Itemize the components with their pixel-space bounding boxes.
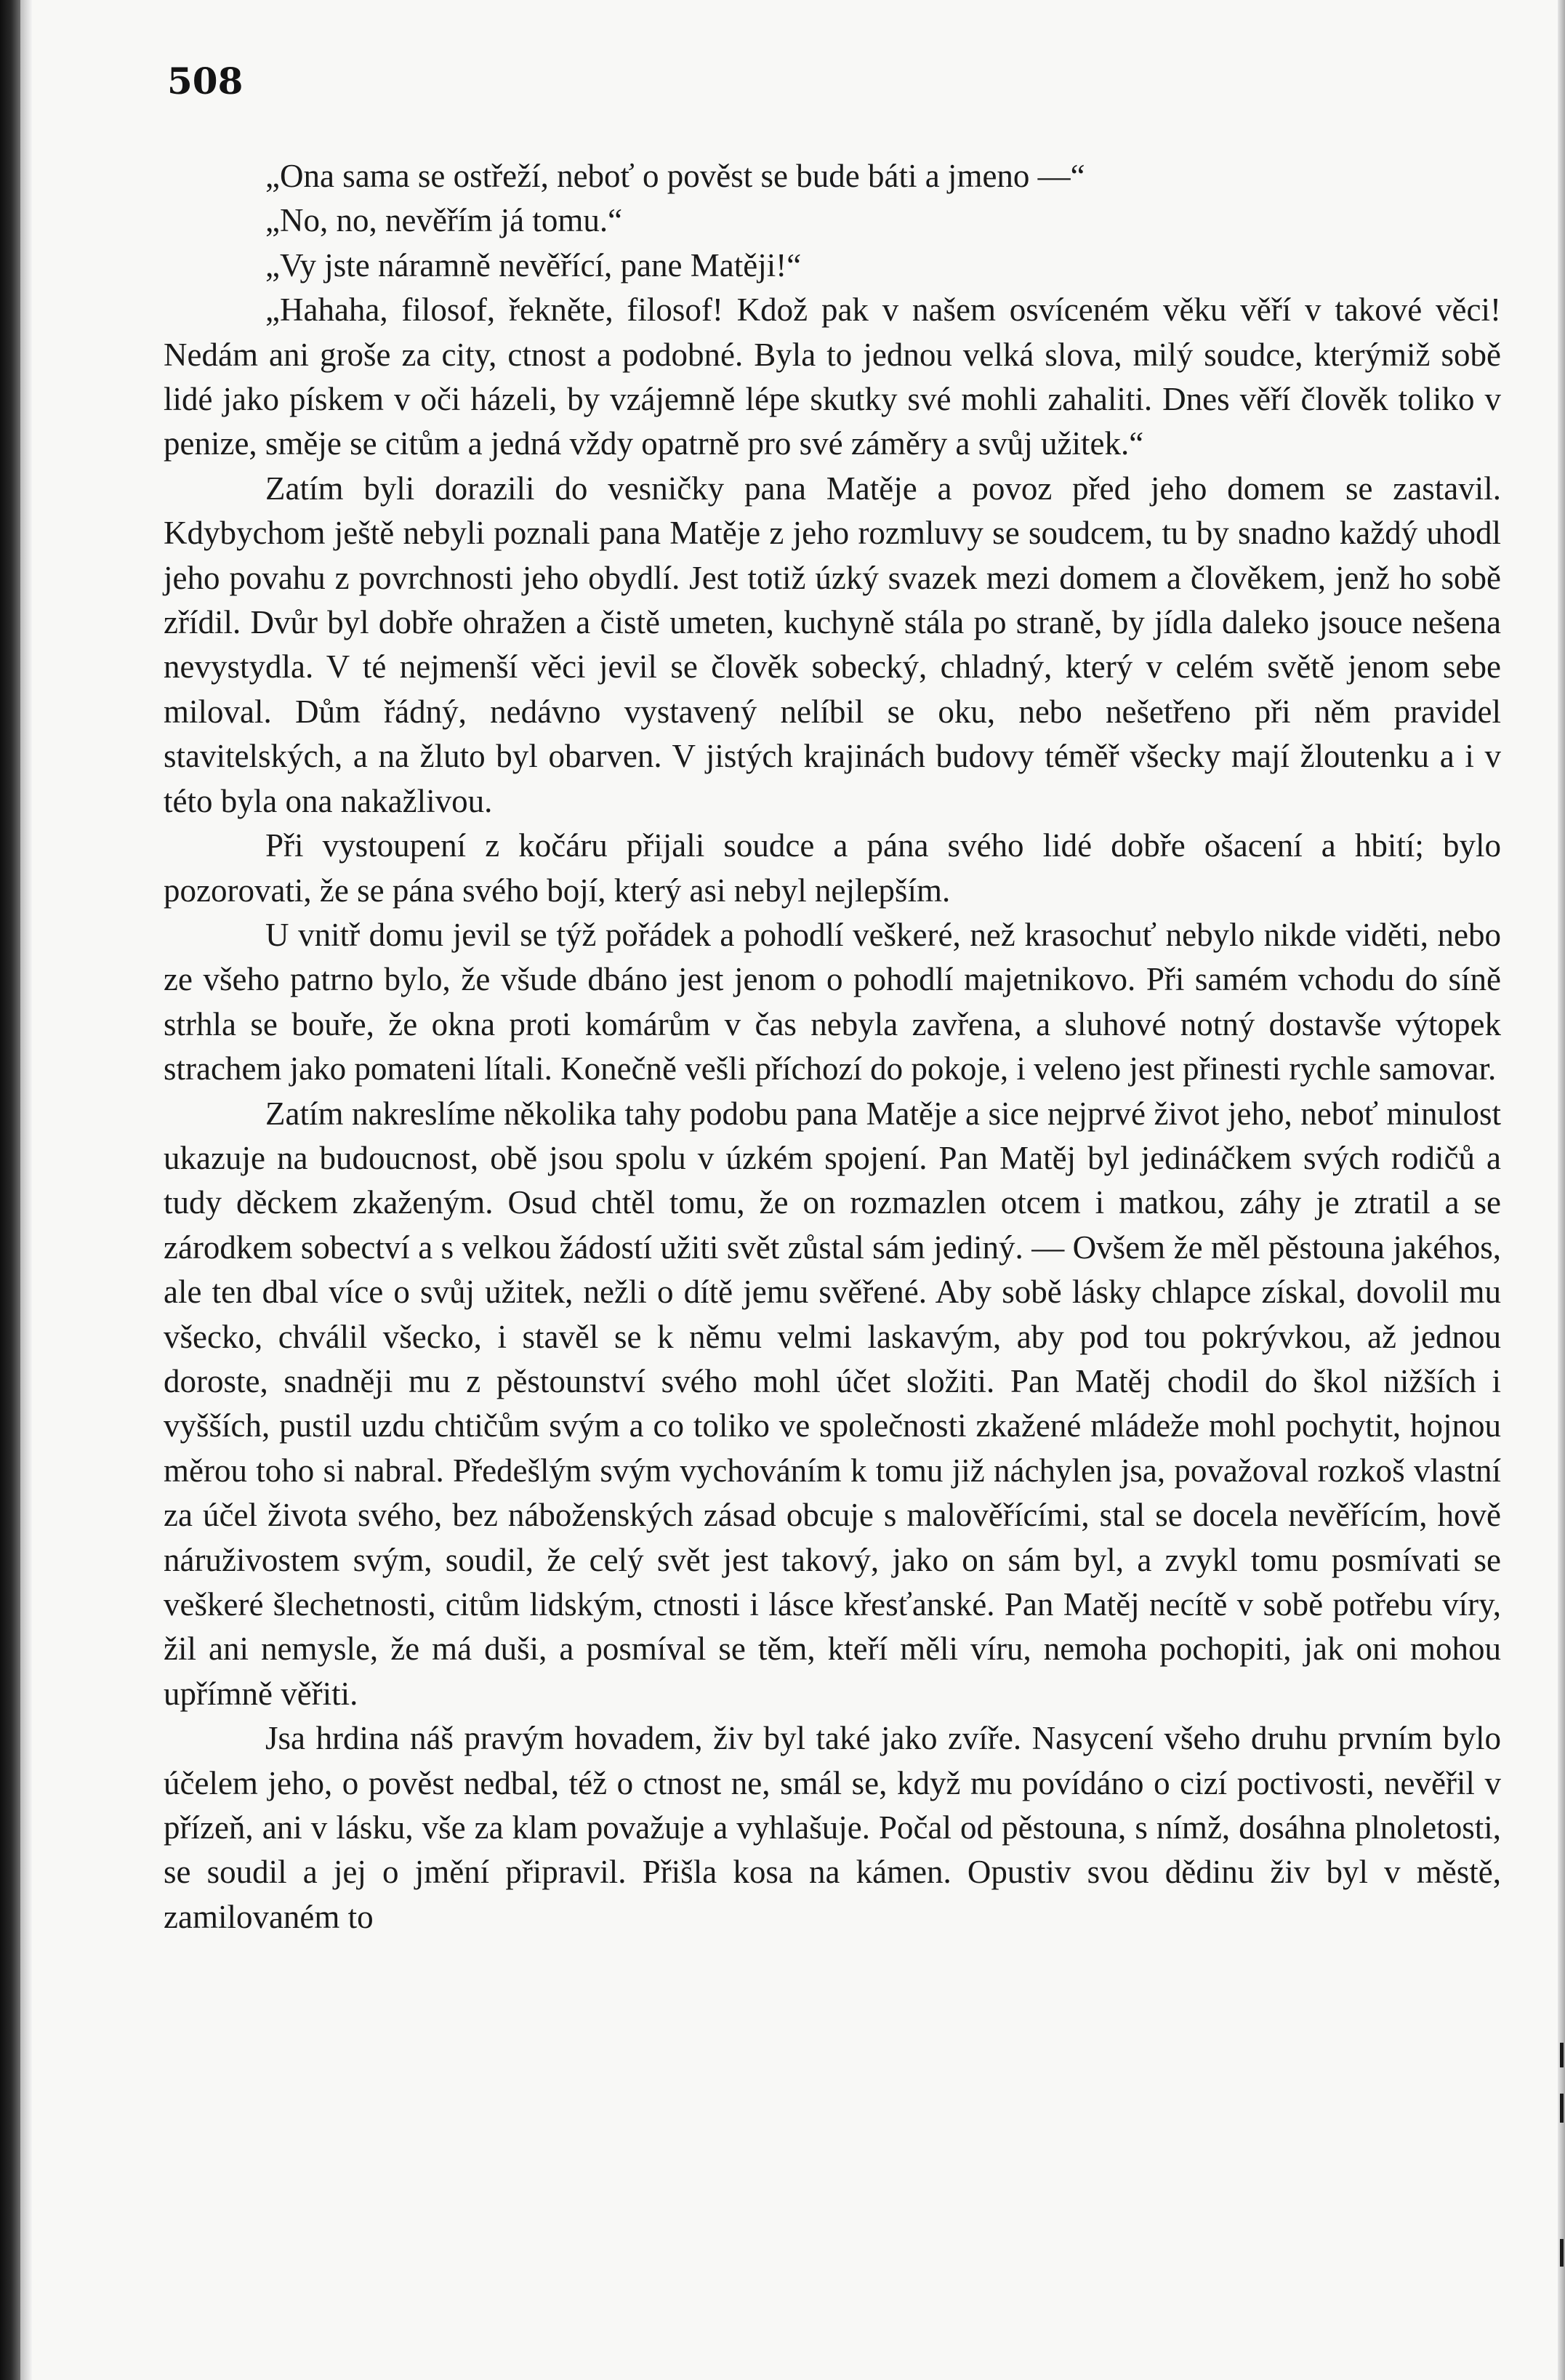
page-number: 508 bbox=[167, 60, 244, 102]
paragraph: U vnitř domu jevil se týž pořádek a pohodlí veškeré, než krasochuť nebylo nikde viděti, nebo ze všeho patrno bylo, že všude dbáno jest jenom o pohodlí majetnikovo. Při samém vchodu do síně strhla se bouře, že okna proti komárům v čas nebyla zavřena, a sluhové notný dostavše výtopek strachem jako pomateni lítali. Konečně vešli příchozí do pokoje, i veleno jest přinesti rychle samovar. bbox=[164, 916, 1501, 1088]
edge-mark bbox=[1560, 2239, 1564, 2267]
scan-gutter-shadow bbox=[20, 0, 32, 2380]
edge-mark bbox=[1560, 2094, 1564, 2123]
paragraph: „Ona sama se ostřeží, neboť o pověst se bude báti a jmeno —“ bbox=[265, 158, 1085, 194]
paragraph: Při vystoupení z kočáru přijali soudce a pána svého lidé dobře ošacení a hbití; bylo pozorovati, že se pána svého bojí, který asi nebyl nejlepším. bbox=[164, 827, 1501, 909]
paragraph: Jsa hrdina náš pravým hovadem, živ byl také jako zvíře. Nasycení všeho druhu prvním bylo účelem jeho, o pověst nedbal, též o ctnost ne, smál se, když mu povídáno o cizí poctivosti, nevěřil v přízeň, ani v lásku, vše za klam považuje a vyhlašuje. Počal od pěstouna, s nímž, dosáhna plnoletosti, se soudil a jej o jmění připravil. Přišla kosa na kámen. Opustiv svou dědinu živ byl v městě, zamilovaném to bbox=[164, 1720, 1501, 1935]
body-text bbox=[164, 154, 1501, 1939]
paragraph: „Hahaha, filosof, řekněte, filosof! Kdož pak v našem osvíceném věku věří v takové věci! Nedám ani groše za city, ctnost a podobné. Byla to jednou velká slova, milý soudce, kterýmiž sobě lidé jako pískem v oči házeli, by vzájemně lépe skutky své mohli zahaliti. Dnes věří člověk toliko v penize, směje se citům a jedná vždy opatrně pro své záměry a svůj užitek.“ bbox=[164, 292, 1501, 462]
paragraph: „No, no, nevěřím já tomu.“ bbox=[265, 202, 623, 239]
scan-binding-edge bbox=[0, 0, 20, 2380]
edge-mark bbox=[1560, 2043, 1564, 2067]
paragraph: Zatím nakreslíme několika tahy podobu pana Matěje a sice nejprvé život jeho, neboť minulost ukazuje na budoucnost, obě jsou spolu v úzkém spojení. Pan Matěj byl jedináčkem svých rodičů a tudy děckem zkaženým. Osud chtěl tomu, že on rozmazlen otcem i matkou, záhy je ztratil a se zárodkem sobectví a s velkou žádostí užiti svět zůstal sám jediný. — Ovšem že měl pěstouna jakéhos, ale ten dbal více o svůj užitek, nežli o dítě jemu svěřené. Aby sobě lásky chlapce získal, dovolil mu všecko, chválil všecko, i stavěl se k němu velmi laskavým, aby pod tou pokrývkou, až jednou doroste, snadněji mu z pěstounství svého mohl účet složiti. Pan Matěj chodil do škol nižších i vyšších, pustil uzdu chtičům svým a co toliko ve společnosti zkažené mládeže mohl pochytit, hojnou měrou toho si nabral. Předešlým svým vychováním k tomu již náchylen jsa, považoval rozkoš vlastní za účel života svého, bez náboženských zásad obcuje s malověřícími, stal se docela nevěřícím, hově náruživostem svým, soudil, že celý svět jest takový, jako on sám byl, a zvykl tomu posmívati se veškeré šlechetnosti, citům lidským, ctnosti i lásce křesťanské. Pan Matěj necítě v sobě potřebu víry, žil ani nemysle, že má duši, a posmíval se těm, kteří měli víru, nemoha pochopiti, jak oni mohou upřímně věřiti. bbox=[164, 1095, 1501, 1712]
paragraph: Zatím byli dorazili do vesničky pana Matěje a povoz před jeho domem se zastavil. Kdybychom ještě nebyli poznali pana Matěje z jeho rozmluvy se soudcem, tu by snadno každý uhodl jeho povahu z povrchnosti jeho obydlí. Jest totiž úzký svazek mezi domem a člověkem, jenž ho sobě zřídil. Dvůr byl dobře ohražen a čistě umeten, kuchyně stála po straně, by jídla daleko jsouce nešena nevystydla. V té nejmenší věci jevil se člověk sobecký, chladný, který v celém světě jenom sebe miloval. Dům řádný, nedávno vystavený nelíbil se oku, nebo nešetřeno při něm pravidel stavitelských, a na žluto byl obarven. V jistých krajinách budovy téměř všecky mají žloutenku a i v této byla ona nakažlivou. bbox=[164, 470, 1501, 819]
paragraph: „Vy jste náramně nevěřící, pane Matěji!“ bbox=[265, 246, 802, 284]
scan-right-edge bbox=[1558, 0, 1565, 2380]
